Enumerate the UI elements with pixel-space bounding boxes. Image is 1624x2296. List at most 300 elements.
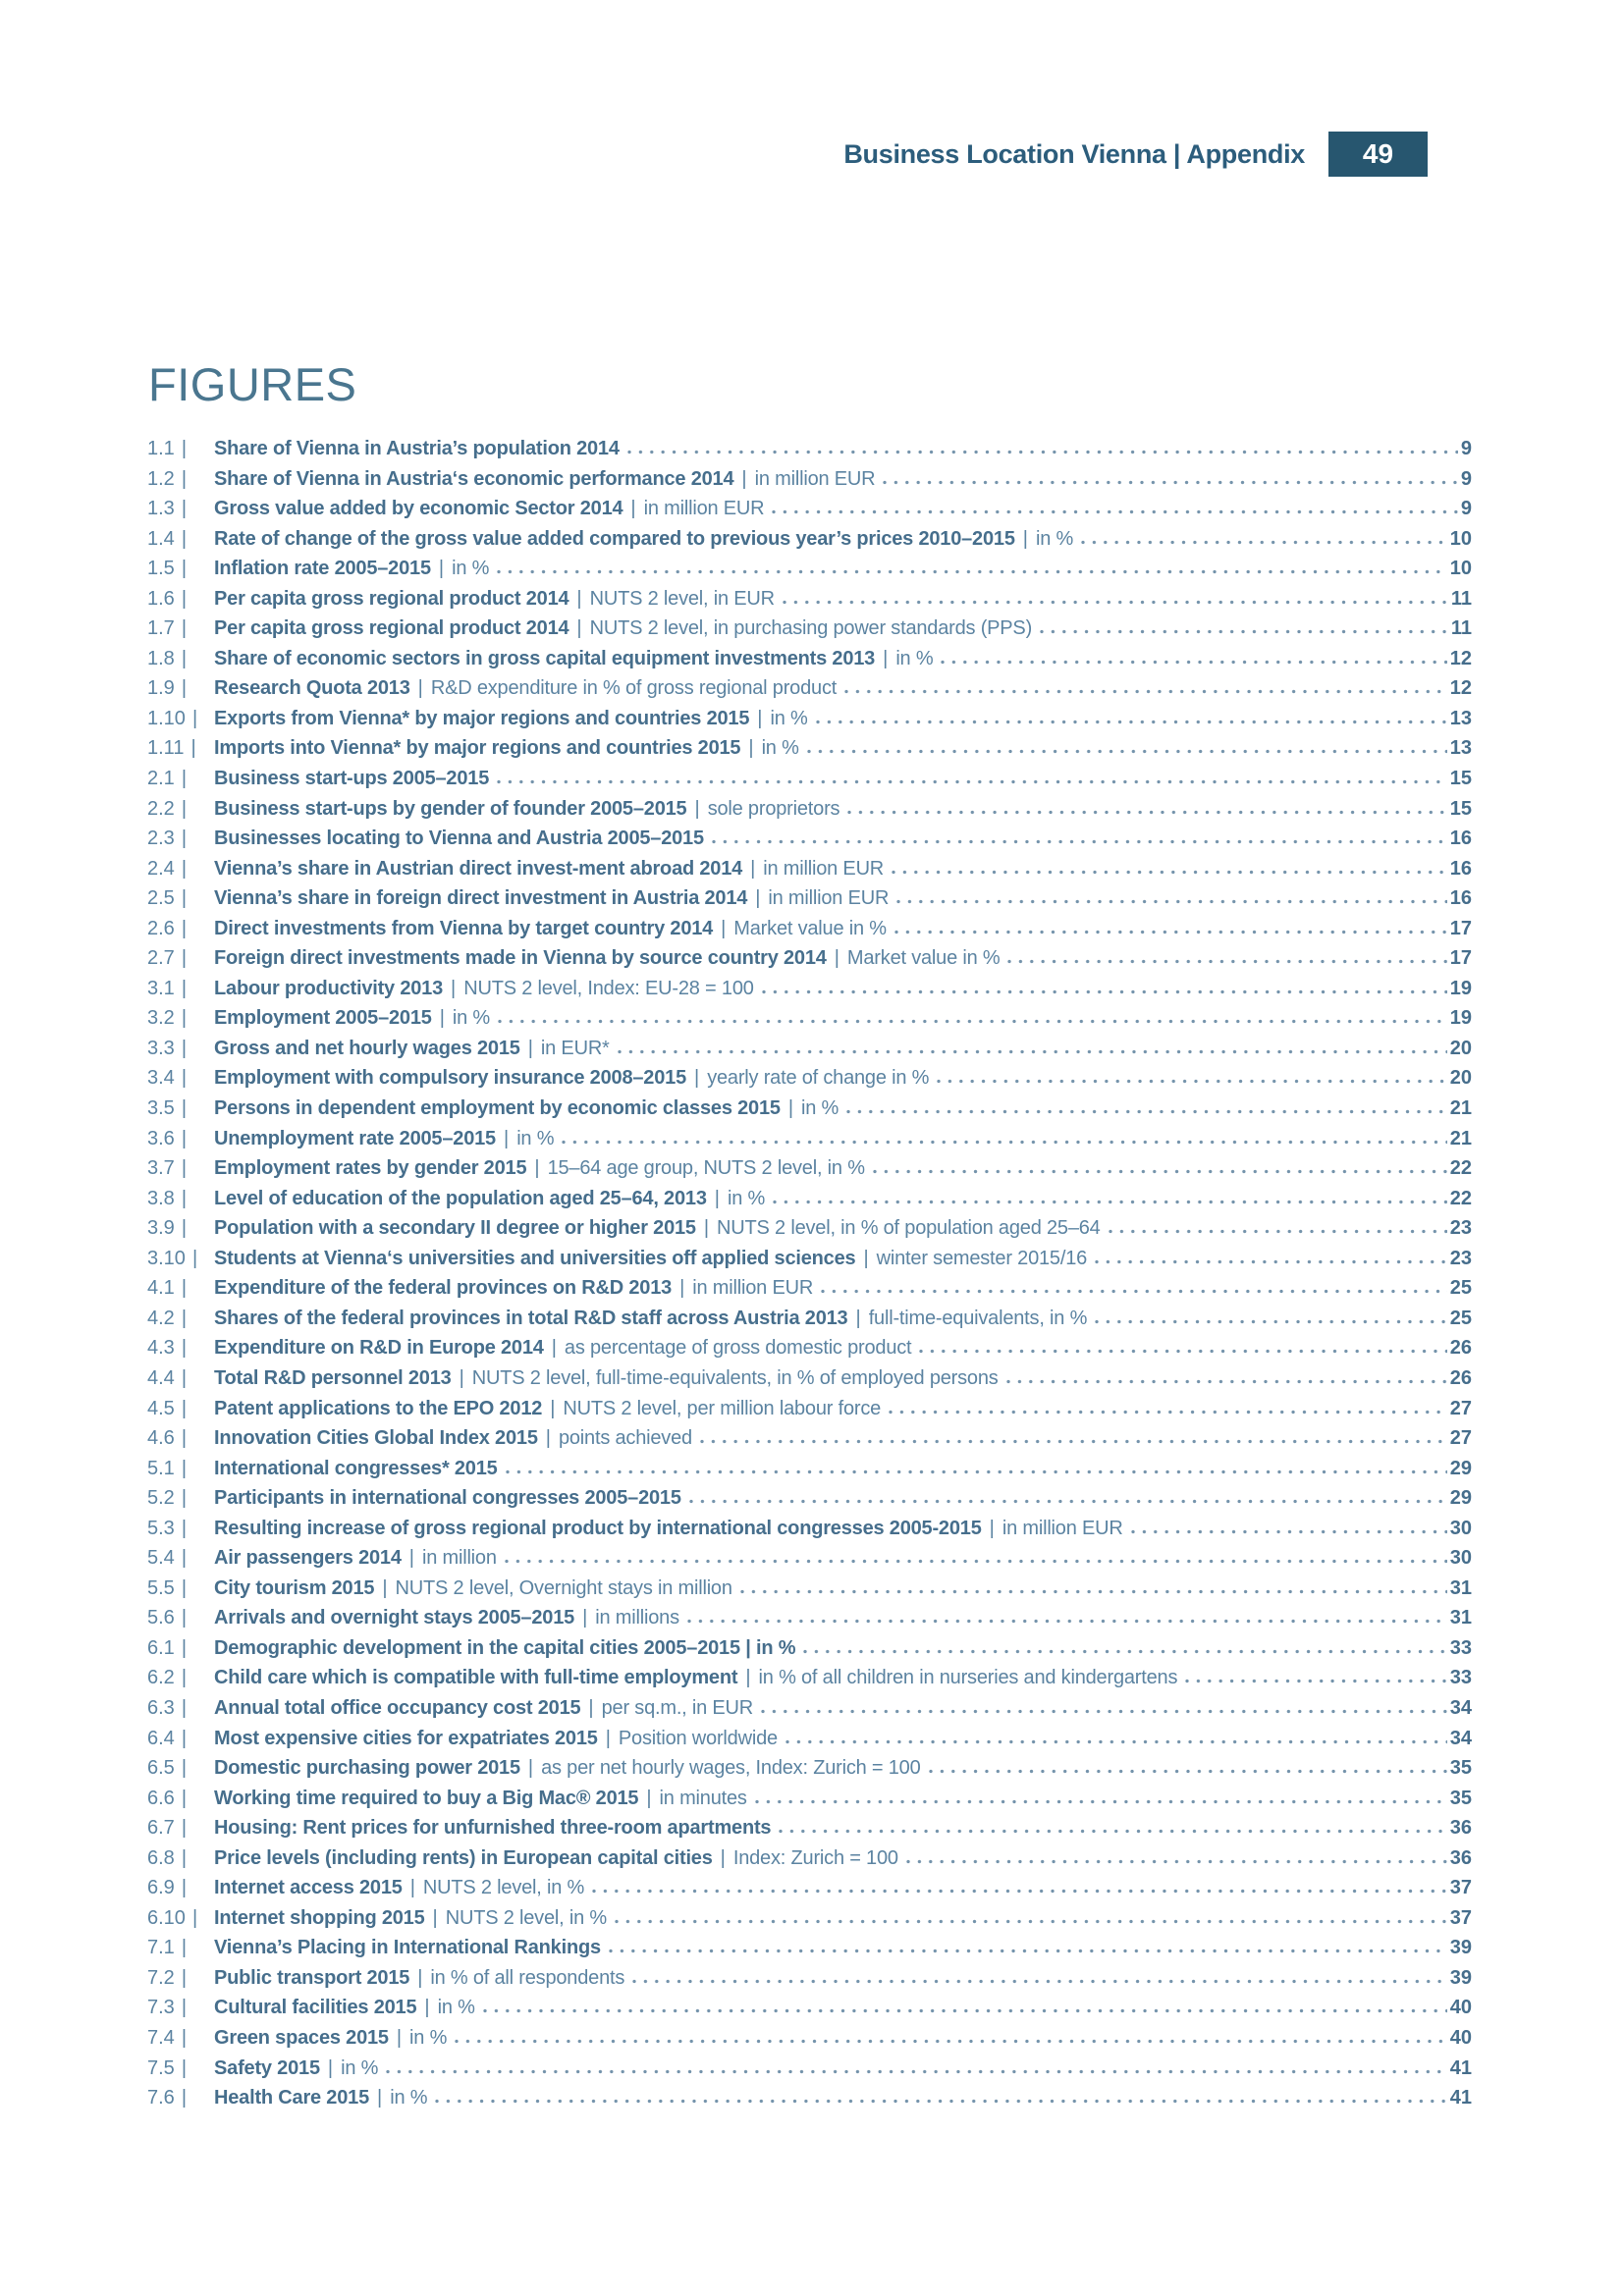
figure-entry[interactable]: [147, 1633, 1472, 1664]
figure-entry[interactable]: [147, 1454, 1472, 1484]
figures-list: [147, 434, 1472, 2113]
pipe-separator: [568, 584, 589, 614]
figure-title: Shares of the federal provinces in total R&D staff across Austria 2013: [214, 1307, 848, 1329]
figure-description: in million: [421, 1547, 497, 1570]
pipe-separator: [875, 644, 895, 674]
pipe-separator: [496, 1124, 516, 1154]
figure-title: Per capita gross regional product 2014: [214, 587, 569, 610]
figure-title: Business start-ups 2005–2015: [214, 768, 490, 790]
figure-number: 2.3 |: [147, 824, 214, 854]
figure-title: Housing: Rent prices for unfurnished three-room apartments: [214, 1817, 772, 1840]
figure-page-number: 13: [1449, 707, 1472, 729]
figure-entry[interactable]: [147, 1394, 1472, 1424]
figure-number: 7.1 |: [147, 1933, 214, 1963]
figure-page-number: 9: [1460, 467, 1472, 490]
pipe-separator: [542, 1394, 563, 1424]
figure-page-number: 31: [1449, 1607, 1472, 1629]
figure-entry[interactable]: [147, 824, 1472, 854]
figure-title: Internet shopping 2015: [214, 1906, 425, 1929]
pipe-separator: [369, 2083, 390, 2113]
figure-entry[interactable]: [147, 1784, 1472, 1814]
figure-page-number: 41: [1449, 2056, 1472, 2079]
figure-title: Rate of change of the gross value added compared to previous year’s prices 2010–2015: [214, 527, 1015, 550]
dotted-leader: [896, 899, 1447, 904]
figure-entry[interactable]: [147, 2054, 1472, 2084]
dotted-leader: [847, 810, 1446, 815]
pipe-separator: [544, 1333, 565, 1363]
figure-description: in %: [390, 2087, 428, 2109]
dotted-leader: [712, 839, 1447, 844]
figure-page-number: 11: [1450, 617, 1472, 640]
figure-title: Price levels (including rents) in European capital cities: [214, 1846, 713, 1869]
dotted-leader: [772, 509, 1457, 514]
figure-title: Resulting increase of gross regional product by international congresses 2005-2015: [214, 1517, 982, 1539]
dotted-leader: [1095, 1319, 1447, 1324]
figure-entry[interactable]: [147, 914, 1472, 944]
figure-page-number: 15: [1449, 797, 1472, 820]
figure-number: 2.5 |: [147, 883, 214, 914]
figure-entry[interactable]: [147, 1963, 1472, 1994]
dotted-leader: [1081, 540, 1447, 545]
figure-number: 5.6 |: [147, 1603, 214, 1633]
figure-number: 6.8 |: [147, 1843, 214, 1874]
figure-number: 1.2 |: [147, 464, 214, 495]
figure-title: Employment with compulsory insurance 2008–2015: [214, 1067, 686, 1090]
dotted-leader: [1131, 1529, 1447, 1534]
figure-page-number: 19: [1449, 977, 1472, 999]
figure-page-number: 37: [1449, 1877, 1472, 1899]
figure-description: NUTS 2 level, per million labour force: [563, 1397, 882, 1419]
figure-page-number: 12: [1449, 677, 1472, 700]
figure-page-number: 17: [1449, 947, 1472, 970]
figure-description: in %: [452, 1007, 490, 1030]
pipe-separator: [320, 2054, 341, 2084]
pipe-separator: [749, 704, 770, 734]
figure-title: Most expensive cities for expatriates 2015: [214, 1727, 598, 1749]
figure-page-number: 39: [1449, 1937, 1472, 1959]
figure-description: in %: [895, 647, 934, 669]
figure-page-number: 13: [1449, 737, 1472, 760]
figure-description: sole proprietors: [707, 797, 840, 820]
figure-title: Vienna’s Placing in International Rankings: [214, 1937, 601, 1959]
figure-entry[interactable]: [147, 1514, 1472, 1544]
figure-title: Labour productivity 2013: [214, 977, 444, 999]
figure-page-number: 36: [1449, 1846, 1472, 1869]
pipe-separator: [1015, 524, 1036, 555]
figure-title: Share of Vienna in Austria’s population 2014: [214, 438, 620, 459]
figure-description: in %: [761, 737, 799, 760]
figure-page-number: 10: [1449, 558, 1472, 580]
figure-number: 7.6 |: [147, 2083, 214, 2113]
figure-entry[interactable]: [147, 1483, 1472, 1514]
figure-description: as per net hourly wages, Index: Zurich = 100: [541, 1757, 921, 1780]
figure-number: 3.1 |: [147, 974, 214, 1004]
figure-title: Direct investments from Vienna by target country 2014: [214, 917, 714, 939]
figure-number: 7.3 |: [147, 1993, 214, 2023]
pipe-separator: [781, 1094, 801, 1124]
figure-number: 1.8 |: [147, 644, 214, 674]
dotted-leader: [483, 2008, 1447, 2013]
figure-page-number: 40: [1449, 1997, 1472, 2019]
figure-description: in million EUR: [692, 1277, 814, 1300]
figure-entry[interactable]: [147, 1724, 1472, 1754]
figure-page-number: 33: [1449, 1667, 1472, 1689]
figure-number: 2.4 |: [147, 854, 214, 884]
figure-page-number: 12: [1449, 647, 1472, 669]
figure-title: Expenditure of the federal provinces on R&D 2013: [214, 1277, 673, 1300]
figure-description: Market value in %: [846, 947, 1001, 970]
dotted-leader: [883, 480, 1457, 485]
pipe-separator: [855, 1244, 876, 1274]
figure-description: in %: [727, 1187, 766, 1209]
figure-entry[interactable]: [147, 1094, 1472, 1124]
figure-number: 6.10 |: [147, 1903, 214, 1934]
figure-page-number: 21: [1449, 1097, 1472, 1120]
figure-number: 4.4 |: [147, 1363, 214, 1394]
figure-page-number: 25: [1449, 1307, 1472, 1329]
figure-title: Vienna’s share in foreign direct investment in Austria 2014: [214, 887, 748, 910]
dotted-leader: [455, 2039, 1447, 2044]
figure-description: in % of all children in nurseries and kindergartens: [758, 1667, 1178, 1689]
figure-description: in %: [770, 707, 808, 729]
figure-title: Exports from Vienna* by major regions and countries 2015: [214, 707, 750, 729]
dotted-leader: [755, 1799, 1447, 1804]
figure-number: 6.4 |: [147, 1724, 214, 1754]
figure-number: 1.4 |: [147, 524, 214, 555]
figure-description: in million EUR: [643, 498, 765, 520]
figure-description: NUTS 2 level, in % of population aged 25–64: [717, 1217, 1101, 1240]
figure-entry[interactable]: [147, 1993, 1472, 2023]
dotted-leader: [783, 600, 1448, 605]
dotted-leader: [562, 1140, 1446, 1145]
figure-entry[interactable]: [147, 554, 1472, 584]
pipe-separator: [568, 614, 589, 644]
pipe-separator: [686, 1063, 707, 1094]
dotted-leader: [506, 1469, 1447, 1474]
figure-description: in million EUR: [754, 467, 876, 490]
figure-page-number: 29: [1449, 1487, 1472, 1510]
dotted-leader: [941, 660, 1446, 665]
figure-title: Imports into Vienna* by major regions and countries 2015: [214, 737, 741, 760]
dotted-leader: [1040, 629, 1448, 634]
figure-number: 6.7 |: [147, 1813, 214, 1843]
dotted-leader: [906, 1859, 1447, 1864]
page-header: [843, 132, 1428, 177]
figure-entry[interactable]: [147, 794, 1472, 825]
figure-number: 1.1 |: [147, 434, 214, 464]
figure-entry[interactable]: [147, 464, 1472, 495]
figure-page-number: 27: [1449, 1397, 1472, 1419]
dotted-leader: [919, 1349, 1446, 1354]
figure-entry[interactable]: [147, 524, 1472, 555]
figure-number: 6.9 |: [147, 1873, 214, 1903]
figure-entry[interactable]: [147, 1753, 1472, 1784]
dotted-leader: [615, 1919, 1447, 1924]
figure-description: 15–64 age group, NUTS 2 level, in %: [547, 1157, 865, 1180]
figure-entry[interactable]: [147, 1603, 1472, 1633]
pipe-separator: [747, 883, 768, 914]
dotted-leader: [846, 1109, 1447, 1114]
figure-title: Unemployment rate 2005–2015: [214, 1127, 496, 1149]
figure-title: Total R&D personnel 2013: [214, 1366, 452, 1389]
figure-entry[interactable]: [147, 2023, 1472, 2054]
figure-entry[interactable]: [147, 1333, 1472, 1363]
figure-title: Cultural facilities 2015: [214, 1997, 417, 2019]
pipe-separator: [638, 1784, 659, 1814]
dotted-leader: [929, 1769, 1447, 1774]
figure-entry[interactable]: [147, 1543, 1472, 1574]
figure-description: in EUR*: [540, 1037, 610, 1059]
pipe-separator: [742, 854, 763, 884]
figure-title: Population with a secondary II degree or higher 2015: [214, 1217, 696, 1240]
figure-entry[interactable]: [147, 1184, 1472, 1214]
figure-page-number: 29: [1449, 1457, 1472, 1479]
figure-page-number: 30: [1449, 1517, 1472, 1539]
pipe-separator: [431, 554, 452, 584]
dotted-leader: [807, 749, 1447, 754]
figure-title: Health Care 2015: [214, 2087, 370, 2109]
dotted-leader: [937, 1079, 1447, 1084]
figure-title: Employment 2005–2015: [214, 1007, 432, 1030]
dotted-leader: [700, 1439, 1447, 1444]
figure-number: 3.7 |: [147, 1153, 214, 1184]
figure-description: in %: [437, 1997, 475, 2019]
figure-page-number: 35: [1449, 1787, 1472, 1809]
figure-entry[interactable]: [147, 1213, 1472, 1244]
figure-entry[interactable]: [147, 1273, 1472, 1304]
figure-entry[interactable]: [147, 764, 1472, 794]
figure-page-number: 15: [1449, 768, 1472, 790]
figure-title: Green spaces 2015: [214, 2026, 389, 2049]
dotted-leader: [844, 689, 1447, 694]
figure-number: 5.4 |: [147, 1543, 214, 1574]
figure-number: 6.2 |: [147, 1663, 214, 1693]
figure-entry[interactable]: [147, 1693, 1472, 1724]
figure-entry[interactable]: [147, 943, 1472, 974]
dotted-leader: [1185, 1679, 1446, 1683]
figure-number: 3.4 |: [147, 1063, 214, 1094]
figure-description: in million EUR: [1001, 1517, 1123, 1539]
figure-number: 2.2 |: [147, 794, 214, 825]
figure-entry[interactable]: [147, 1124, 1472, 1154]
figure-page-number: 31: [1449, 1576, 1472, 1599]
figure-description: NUTS 2 level, Index: EU-28 = 100: [463, 977, 754, 999]
figure-number: 2.6 |: [147, 914, 214, 944]
figure-page-number: 9: [1460, 438, 1472, 459]
figure-description: winter semester 2015/16: [876, 1247, 1088, 1269]
figure-description: Index: Zurich = 100: [732, 1846, 898, 1869]
figure-entry[interactable]: [147, 1933, 1472, 1963]
figure-number: 3.3 |: [147, 1034, 214, 1064]
figure-page-number: 16: [1449, 887, 1472, 910]
figure-page-number: 9: [1460, 498, 1472, 520]
figure-description: yearly rate of change in %: [707, 1067, 930, 1090]
figure-page-number: 39: [1449, 1966, 1472, 1989]
figure-page-number: 16: [1449, 828, 1472, 850]
figure-entry[interactable]: [147, 704, 1472, 734]
figure-entry[interactable]: [147, 1153, 1472, 1184]
figure-entry[interactable]: [147, 1663, 1472, 1693]
figure-number: 3.5 |: [147, 1094, 214, 1124]
figure-page-number: 41: [1449, 2087, 1472, 2109]
pipe-separator: [598, 1724, 619, 1754]
figure-page-number: 10: [1449, 527, 1472, 550]
figure-title: Foreign direct investments made in Vienna by source country 2014: [214, 947, 827, 970]
pipe-separator: [847, 1304, 868, 1334]
figure-number: 3.8 |: [147, 1184, 214, 1214]
pipe-separator: [696, 1213, 717, 1244]
figure-description: NUTS 2 level, in EUR: [589, 587, 775, 610]
figure-entry[interactable]: [147, 1873, 1472, 1903]
figure-description: per sq.m., in EUR: [601, 1696, 754, 1719]
figure-number: 6.3 |: [147, 1693, 214, 1724]
figure-title: Domestic purchasing power 2015: [214, 1757, 520, 1780]
figure-description: in minutes: [659, 1787, 747, 1809]
figure-entry[interactable]: [147, 494, 1472, 524]
figure-entry[interactable]: [147, 2083, 1472, 2113]
figure-number: 3.9 |: [147, 1213, 214, 1244]
figure-entry[interactable]: [147, 1003, 1472, 1034]
figure-number: 1.10 |: [147, 704, 214, 734]
figure-description: Position worldwide: [618, 1727, 778, 1749]
pipe-separator: [402, 1543, 422, 1574]
figure-page-number: 40: [1449, 2026, 1472, 2049]
page-number-badge: 49: [1328, 132, 1428, 177]
figure-entry[interactable]: [147, 644, 1472, 674]
pipe-separator: [520, 1753, 541, 1784]
figure-number: 6.5 |: [147, 1753, 214, 1784]
figure-title: Patent applications to the EPO 2012: [214, 1397, 543, 1419]
figure-entry[interactable]: [147, 733, 1472, 764]
figure-entry[interactable]: [147, 1363, 1472, 1394]
pipe-separator: [403, 1873, 423, 1903]
dotted-leader: [618, 1049, 1447, 1054]
pipe-separator: [580, 1693, 601, 1724]
figure-entry[interactable]: [147, 614, 1472, 644]
figure-number: 4.5 |: [147, 1394, 214, 1424]
figure-description: in %: [409, 2026, 448, 2049]
dotted-leader: [894, 930, 1447, 934]
figure-description: in %: [341, 2056, 379, 2079]
pipe-separator: [389, 2023, 409, 2054]
pipe-separator: [713, 1843, 733, 1874]
dotted-leader: [435, 2099, 1446, 2104]
figure-page-number: 26: [1449, 1366, 1472, 1389]
figure-number: 7.4 |: [147, 2023, 214, 2054]
figure-description: in %: [452, 558, 490, 580]
figure-title: Annual total office occupancy cost 2015: [214, 1696, 581, 1719]
figure-page-number: 36: [1449, 1817, 1472, 1840]
figure-page-number: 22: [1449, 1157, 1472, 1180]
figure-title: Air passengers 2014: [214, 1547, 402, 1570]
dotted-leader: [892, 870, 1447, 875]
figure-entry[interactable]: [147, 1903, 1472, 1934]
figure-entry[interactable]: [147, 584, 1472, 614]
pipe-separator: [409, 1963, 430, 1994]
figure-entry[interactable]: [147, 883, 1472, 914]
figure-entry[interactable]: [147, 974, 1472, 1004]
figure-description: in million EUR: [763, 857, 885, 880]
figure-number: 3.2 |: [147, 1003, 214, 1034]
figure-title: Share of economic sectors in gross capital equipment investments 2013: [214, 647, 876, 669]
figure-page-number: 34: [1449, 1727, 1472, 1749]
figure-title: Employment rates by gender 2015: [214, 1157, 527, 1180]
dotted-leader: [592, 1889, 1447, 1894]
figure-entry[interactable]: [147, 1244, 1472, 1274]
pipe-separator: [452, 1363, 472, 1394]
figure-title: Research Quota 2013: [214, 677, 410, 700]
figure-entry[interactable]: [147, 1423, 1472, 1454]
figure-entry[interactable]: [147, 434, 1472, 464]
figure-page-number: 11: [1450, 587, 1472, 610]
dotted-leader: [821, 1289, 1447, 1294]
dotted-leader: [1095, 1259, 1447, 1264]
figure-entry[interactable]: [147, 1063, 1472, 1094]
figure-description: in %: [801, 1097, 839, 1120]
figure-title: Gross value added by economic Sector 2014: [214, 498, 623, 520]
figure-number: 3.6 |: [147, 1124, 214, 1154]
figure-entry[interactable]: [147, 1843, 1472, 1874]
figure-number: 2.1 |: [147, 764, 214, 794]
figure-page-number: 20: [1449, 1037, 1472, 1059]
figure-description: NUTS 2 level, in purchasing power standards (PPS): [589, 617, 1033, 640]
dotted-leader: [687, 1619, 1447, 1624]
pipe-separator: [574, 1603, 595, 1633]
dotted-leader: [627, 450, 1458, 454]
figure-page-number: 37: [1449, 1906, 1472, 1929]
pipe-separator: [425, 1903, 446, 1934]
figure-entry[interactable]: [147, 1813, 1472, 1843]
dotted-leader: [497, 779, 1447, 784]
figure-description: in % of all respondents: [430, 1966, 625, 1989]
figure-number: 5.1 |: [147, 1454, 214, 1484]
figure-number: 5.5 |: [147, 1574, 214, 1604]
figure-entry[interactable]: [147, 1304, 1472, 1334]
dotted-leader: [762, 989, 1447, 994]
figure-page-number: 33: [1449, 1636, 1472, 1659]
dotted-leader: [740, 1589, 1447, 1594]
dotted-leader: [803, 1649, 1446, 1654]
dotted-leader: [761, 1709, 1447, 1714]
dotted-leader: [386, 2069, 1447, 2074]
figure-description: full-time-equivalents, in %: [868, 1307, 1088, 1329]
figure-title: Internet access 2015: [214, 1877, 403, 1899]
figure-description: NUTS 2 level, Overnight stays in million: [395, 1576, 732, 1599]
pipe-separator: [672, 1273, 692, 1304]
figure-entry[interactable]: [147, 854, 1472, 884]
figure-entry[interactable]: [147, 1574, 1472, 1604]
figure-page-number: 22: [1449, 1187, 1472, 1209]
figure-description: R&D expenditure in % of gross regional product: [430, 677, 838, 700]
header-title: Business Location Vienna | Appendix: [843, 138, 1305, 169]
figure-title: City tourism 2015: [214, 1576, 375, 1599]
figure-page-number: 34: [1449, 1696, 1472, 1719]
figure-number: 1.3 |: [147, 494, 214, 524]
figure-entry[interactable]: [147, 673, 1472, 704]
dotted-leader: [889, 1410, 1447, 1415]
figure-description: Market value in %: [733, 917, 887, 939]
figure-title: Arrivals and overnight stays 2005–2015: [214, 1607, 575, 1629]
figure-entry[interactable]: [147, 1034, 1472, 1064]
figure-number: 1.9 |: [147, 673, 214, 704]
figure-number: 6.6 |: [147, 1784, 214, 1814]
figure-description: in %: [516, 1127, 555, 1149]
figure-description: in millions: [595, 1607, 679, 1629]
dotted-leader: [773, 1200, 1447, 1204]
pipe-separator: [526, 1153, 547, 1184]
pipe-separator: [982, 1514, 1002, 1544]
figure-page-number: 25: [1449, 1277, 1472, 1300]
